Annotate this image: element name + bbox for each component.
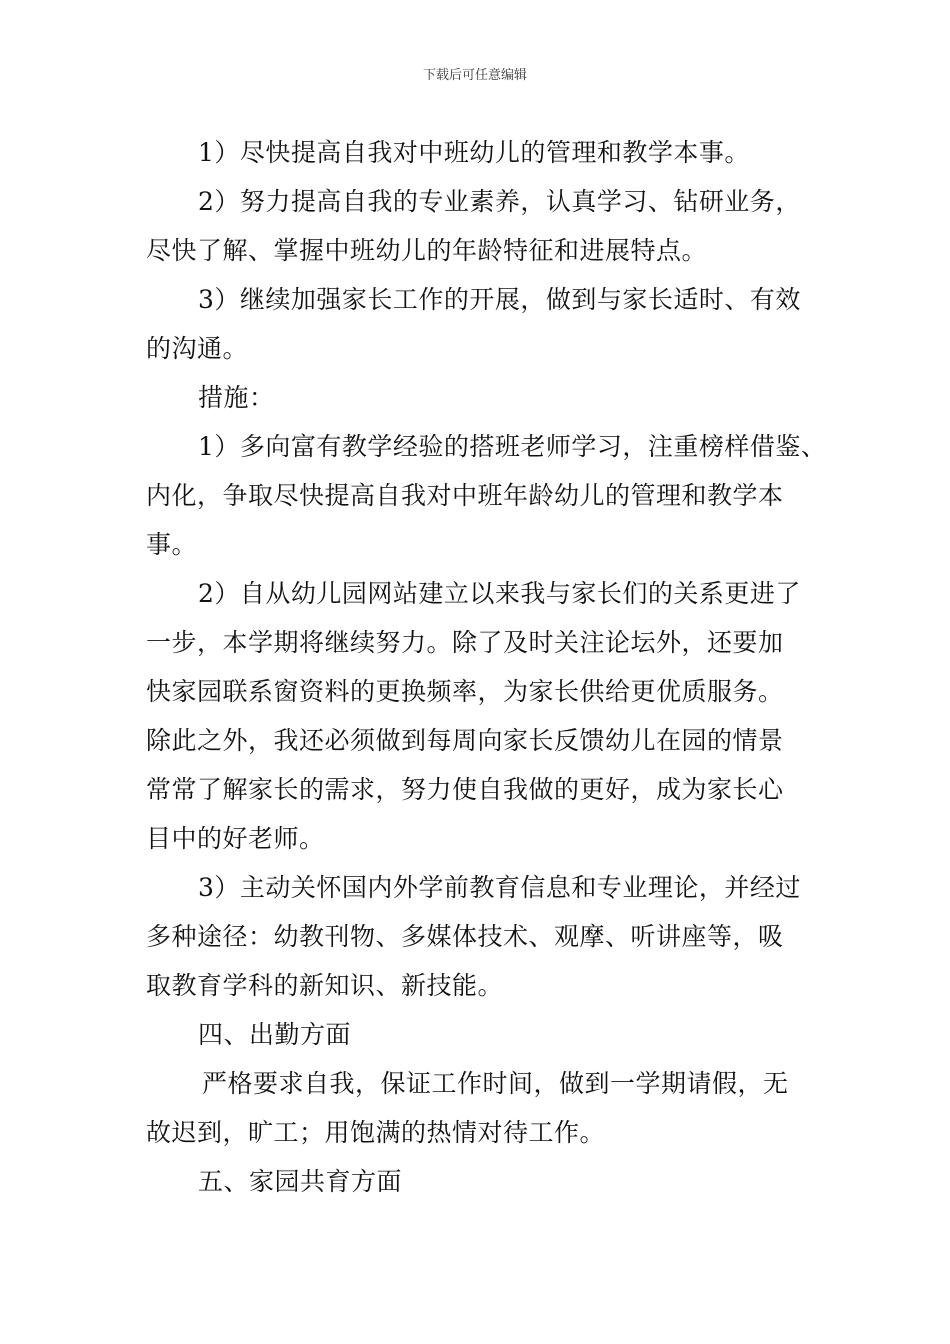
- paragraph-line: 3）继续加强家长工作的开展，做到与家长适时、有效: [198, 285, 801, 314]
- section-heading: 五、家园共育方面: [198, 1167, 403, 1196]
- paragraph-line: 3）主动关怀国内外学前教育信息和专业理论，并经过: [198, 873, 801, 902]
- paragraph-line: 取教育学科的新知识、新技能。: [146, 971, 504, 1000]
- paragraph-line: 多种途径：幼教刊物、多媒体技术、观摩、听讲座等，吸: [146, 922, 784, 951]
- document-body: [146, 128, 826, 1206]
- page-header: 下载后可任意编辑: [422, 68, 527, 83]
- paragraph-line: 的沟通。: [146, 334, 249, 363]
- paragraph-line: 事。: [146, 530, 198, 559]
- paragraph-line: 一步，本学期将继续努力。除了及时关注论坛外，还要加: [146, 628, 784, 657]
- paragraph-line: 快家园联系窗资料的更换频率，为家长供给更优质服务。: [146, 677, 784, 706]
- paragraph-line: 目中的好老师。: [146, 824, 325, 853]
- paragraph-line: 内化，争取尽快提高自我对中班年龄幼儿的管理和教学本: [146, 481, 784, 510]
- paragraph-line: 1）多向富有教学经验的搭班老师学习，注重榜样借鉴、: [198, 432, 827, 461]
- paragraph-line: 常常了解家长的需求，努力使自我做的更好，成为家长心: [146, 775, 784, 804]
- paragraph-line: 除此之外，我还必须做到每周向家长反馈幼儿在园的情景: [146, 726, 784, 755]
- paragraph-line: 2）自从幼儿园网站建立以来我与家长们的关系更进了: [198, 579, 801, 608]
- section-heading: 措施：: [198, 383, 275, 412]
- paragraph-line: 2）努力提高自我的专业素养，认真学习、钻研业务，: [198, 187, 801, 216]
- paragraph-line: 故迟到，旷工；用饱满的热情对待工作。: [146, 1118, 606, 1147]
- section-heading: 四、出勤方面: [198, 1020, 352, 1049]
- paragraph-line: 严格要求自我，保证工作时间，做到一学期请假，无: [202, 1069, 789, 1098]
- paragraph-line: 1）尽快提高自我对中班幼儿的管理和教学本事。: [198, 138, 750, 167]
- paragraph-line: 尽快了解、掌握中班幼儿的年龄特征和进展特点。: [146, 236, 708, 265]
